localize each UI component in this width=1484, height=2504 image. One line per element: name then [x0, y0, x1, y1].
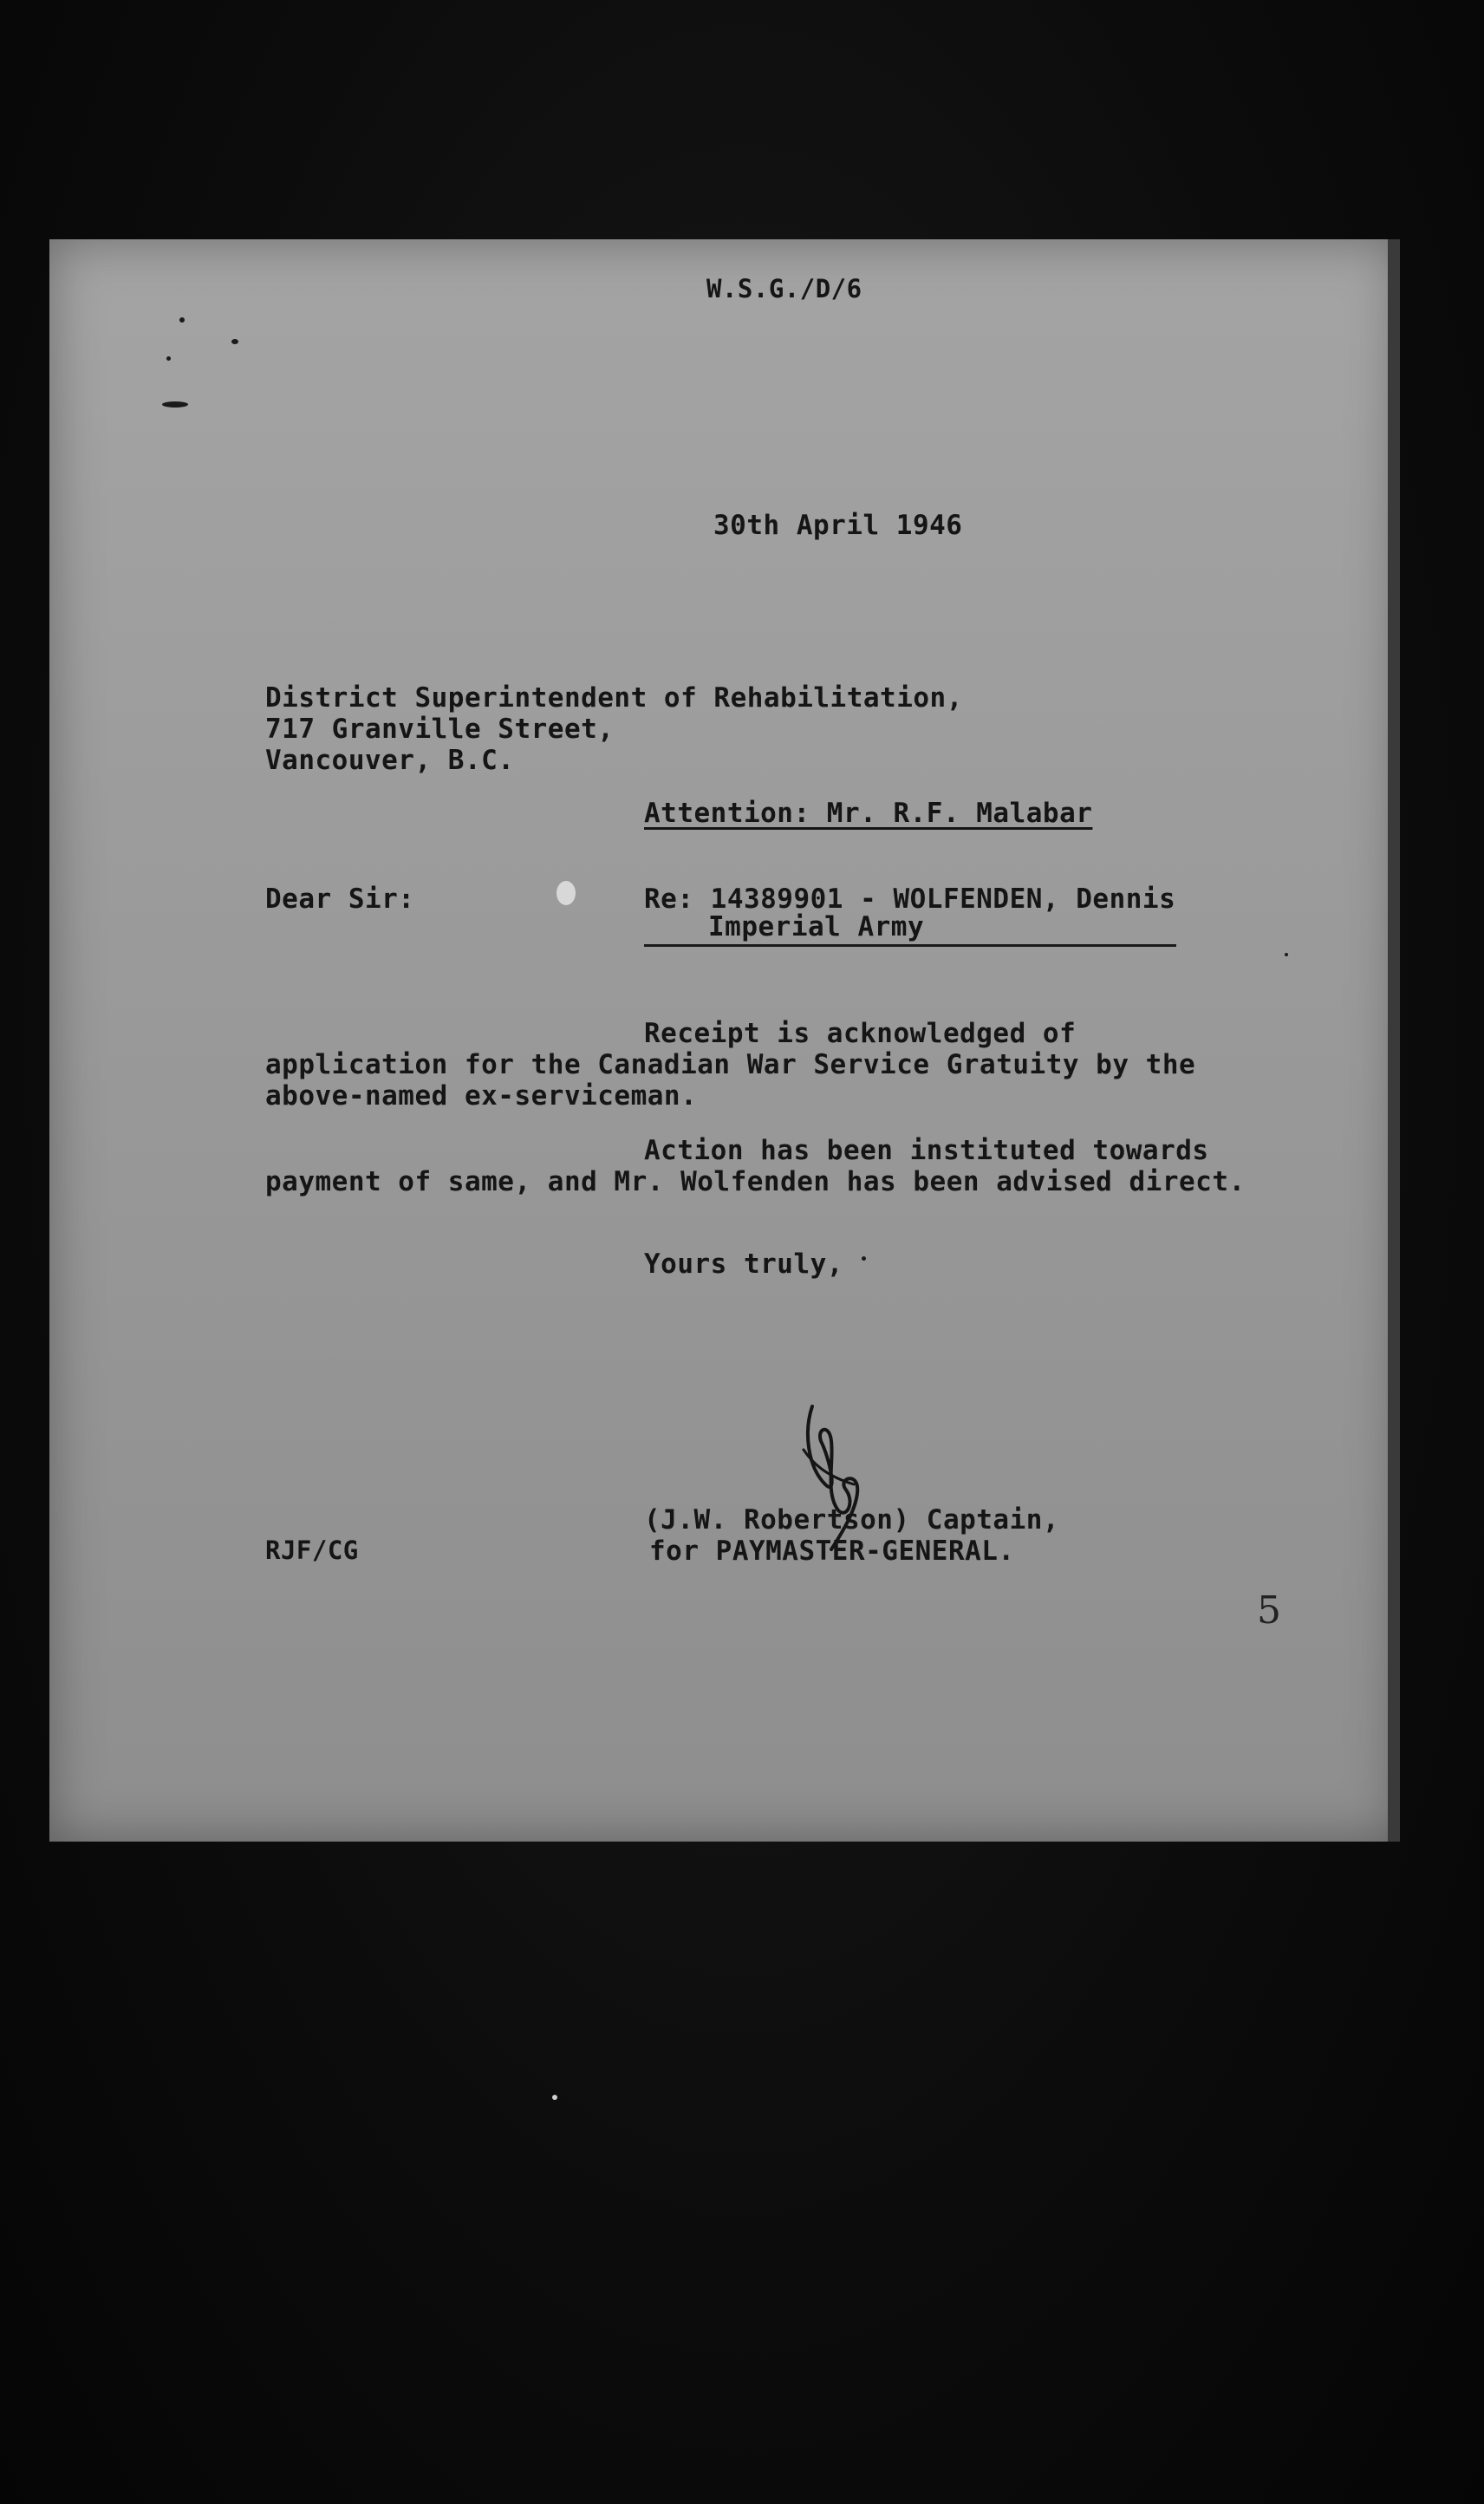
address-line-3: Vancouver, B.C.	[265, 745, 515, 776]
closing: Yours truly,	[644, 1249, 843, 1280]
body-p2-line-1: Action has been instituted towards	[644, 1135, 1209, 1166]
body-p1-line-1: Receipt is acknowledged of	[644, 1018, 1077, 1049]
ink-speck	[556, 881, 576, 905]
film-speck	[552, 2095, 557, 2100]
ink-speck	[862, 1256, 866, 1261]
body-p1-line-3: above-named ex-serviceman.	[265, 1080, 698, 1112]
body-p1-line-2: application for the Canadian War Service Gratuity by the	[265, 1049, 1196, 1080]
signatory-line-2: for PAYMASTER-GENERAL.	[649, 1536, 1015, 1567]
letter-page	[49, 239, 1400, 1842]
re-line-1: Re: 14389901 - WOLFENDEN, Dennis	[644, 884, 1176, 915]
attention-line: Attention: Mr. R.F. Malabar	[644, 798, 1093, 829]
ink-speck	[1285, 953, 1288, 956]
signatory-line-1: (J.W. Robertson) Captain,	[644, 1504, 1060, 1536]
re-line-2: Imperial Army	[708, 911, 925, 942]
body-p2-line-2: payment of same, and Mr. Wolfenden has been advised direct.	[265, 1166, 1246, 1197]
ink-speck	[179, 317, 185, 323]
ink-speck	[166, 356, 171, 361]
page-edge	[1388, 239, 1400, 1842]
re-underline	[644, 944, 1176, 947]
letter-date: 30th April 1946	[713, 510, 963, 541]
typist-initials: RJF/CG	[265, 1536, 359, 1565]
salutation: Dear Sir:	[265, 884, 415, 915]
ink-speck	[162, 401, 188, 408]
margin-page-mark: 5	[1257, 1588, 1281, 1633]
ink-speck	[231, 339, 238, 344]
file-reference: W.S.G./D/6	[706, 274, 862, 303]
address-line-1: District Superintendent of Rehabilitation,	[265, 682, 963, 714]
address-line-2: 717 Granville Street,	[265, 714, 615, 745]
